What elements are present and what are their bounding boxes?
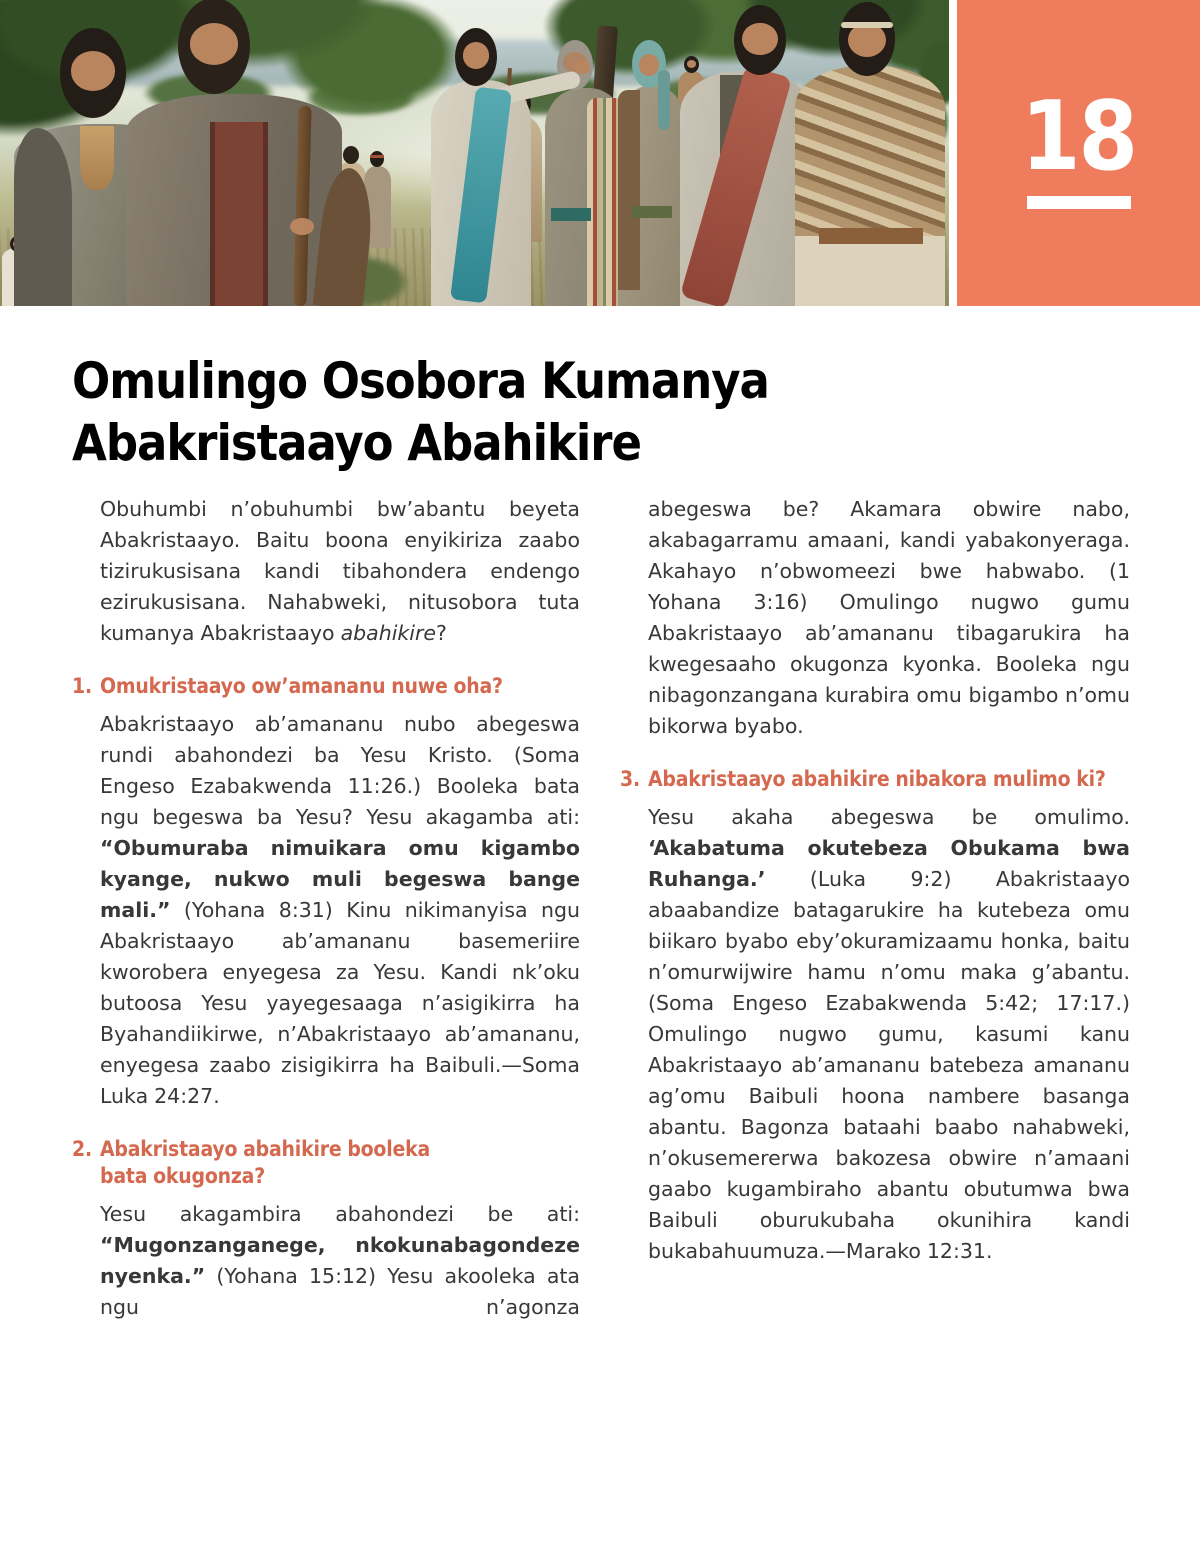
- scripture-quote: “Mugonzanganege, nkokunabagondeze nyenka.”: [100, 1233, 580, 1288]
- lesson-number: 18: [1021, 81, 1136, 192]
- section-1-heading: [72, 673, 580, 700]
- striped-mantle: [795, 66, 945, 236]
- hand: [575, 60, 590, 74]
- scripture-quote: ‘Akabatuma okutebeza Obukama bwa Ruhanga.’: [648, 836, 1130, 891]
- section-number: 3.: [620, 767, 640, 791]
- section-1: [72, 673, 580, 1112]
- section-1-paragraph: Abakristaayo ab’amananu nubo abegeswa rundi abahondezi ba Yesu Kristo. (Soma Engeso Ezabakwenda 11:26.) Booleka bata ngu begeswa ba Yesu? Yesu akagamba ati: “Obumuraba nimuikara omu kigambo kyange, nukwo muli begeswa bange mali.” (Yohana 8:31) Kinu nikimanyisa ngu Abakristaayo ab’amananu basemeriire kworobera enyegesa za Yesu. Kandi nk’oku butoosa Yesu yayegesaaga n’asigikirra ha Byahandiikirwe, n’Abakristaayo ab’amananu, enyegesa zaabo zisigikirra ha Baibuli.—Soma Luka 24:27.: [100, 712, 580, 1108]
- waist-sash: [819, 228, 923, 244]
- section-2-paragraph-right: abegeswa be? Akamara obwire nabo, akabagarramu amaani, kandi yabakonyeraga. Akahayo n’obwomeezi bwe habwabo. (1 Yohana 3:16) Omulingo nugwo gumu Abakristaayo ab’amananu tibagarukira ha kwegesaaho okugonza kyonka. Booleka ngu nibagonzangana kurabira omu bigambo n’omu bikorwa byabo.: [648, 497, 1130, 738]
- section-3-heading: [620, 766, 1130, 793]
- waist-sash: [632, 206, 672, 218]
- person-figure: [795, 0, 945, 306]
- shoulder-drape: [14, 128, 72, 306]
- person-figure: [126, 0, 342, 306]
- intro-paragraph: Obuhumbi n’obuhumbi bw’abantu beyeta Abakristaayo. Baitu boona enyikiriza zaabo tizirukusisana kandi tibahondera endengo ezirukusisana. Nahabweki, nitusobora tuta kumanya Abakristaayo abahikire?: [100, 497, 580, 645]
- section-number: 1.: [72, 674, 92, 698]
- scripture-quote: “Obumuraba nimuikara omu kigambo kyange, nukwo muli begeswa bange mali.”: [100, 836, 580, 922]
- section-2: [72, 1136, 580, 1323]
- hero-photo: [0, 0, 949, 306]
- section-2-heading: [72, 1136, 580, 1190]
- person-figure: [618, 40, 686, 306]
- section-heading-text: Abakristaayo abahikire booleka bata okugonza?: [100, 1137, 431, 1188]
- headband: [841, 22, 893, 28]
- section-heading-text: Omukristaayo ow’amananu nuwe oha?: [100, 674, 503, 698]
- person-figure-jesus: [413, 28, 559, 306]
- person-figure: [680, 5, 812, 306]
- tunic: [80, 126, 114, 190]
- right-column: [620, 494, 1130, 1267]
- lesson-number-badge: [957, 0, 1200, 306]
- badge-underline: [1027, 196, 1131, 209]
- tunic: [210, 122, 268, 306]
- page-title: Omulingo Osobora Kumanya Abakristaayo Abahikire: [72, 352, 769, 472]
- section-2-paragraph-left: Yesu akagambira abahondezi be ati: “Mugonzanganege, nkokunabagondeze nyenka.” (Yohana 15:12) Yesu akooleka ata ngu n’agonza: [100, 1202, 580, 1319]
- shoulder-shawl: [618, 90, 640, 290]
- section-3: [620, 766, 1130, 1267]
- left-column: [72, 494, 580, 1323]
- section-number: 2.: [72, 1137, 92, 1161]
- hand: [290, 218, 314, 235]
- section-heading-text: Abakristaayo abahikire nibakora mulimo ki?: [648, 767, 1106, 791]
- section-3-paragraph: Yesu akaha abegeswa be omulimo. ‘Akabatuma okutebeza Obukama bwa Ruhanga.’ (Luka 9:2) Abakristaayo abaabandize batagarukire ha kutebeza omu biikaro byabo eby’okuramizaamu honka, baitu n’omurwijwire hamu n’omu maka g’abantu. (Soma Engeso Ezabakwenda 5:42; 17:17.) Omulingo nugwo gumu, kasumi kanu Abakristaayo ab’amananu batebeza amananu ag’omu Baibuli hoona nambere basanga abantu. Bagonza bataahi baabo nahabweki, n’okusemererwa bakozesa obwire n’amaani gaabo kugambiraho abantu obutumwa bwa Baibuli oburukubaha okunihira kandi bukabahuumuza.—Marako 12:31.: [648, 805, 1130, 1263]
